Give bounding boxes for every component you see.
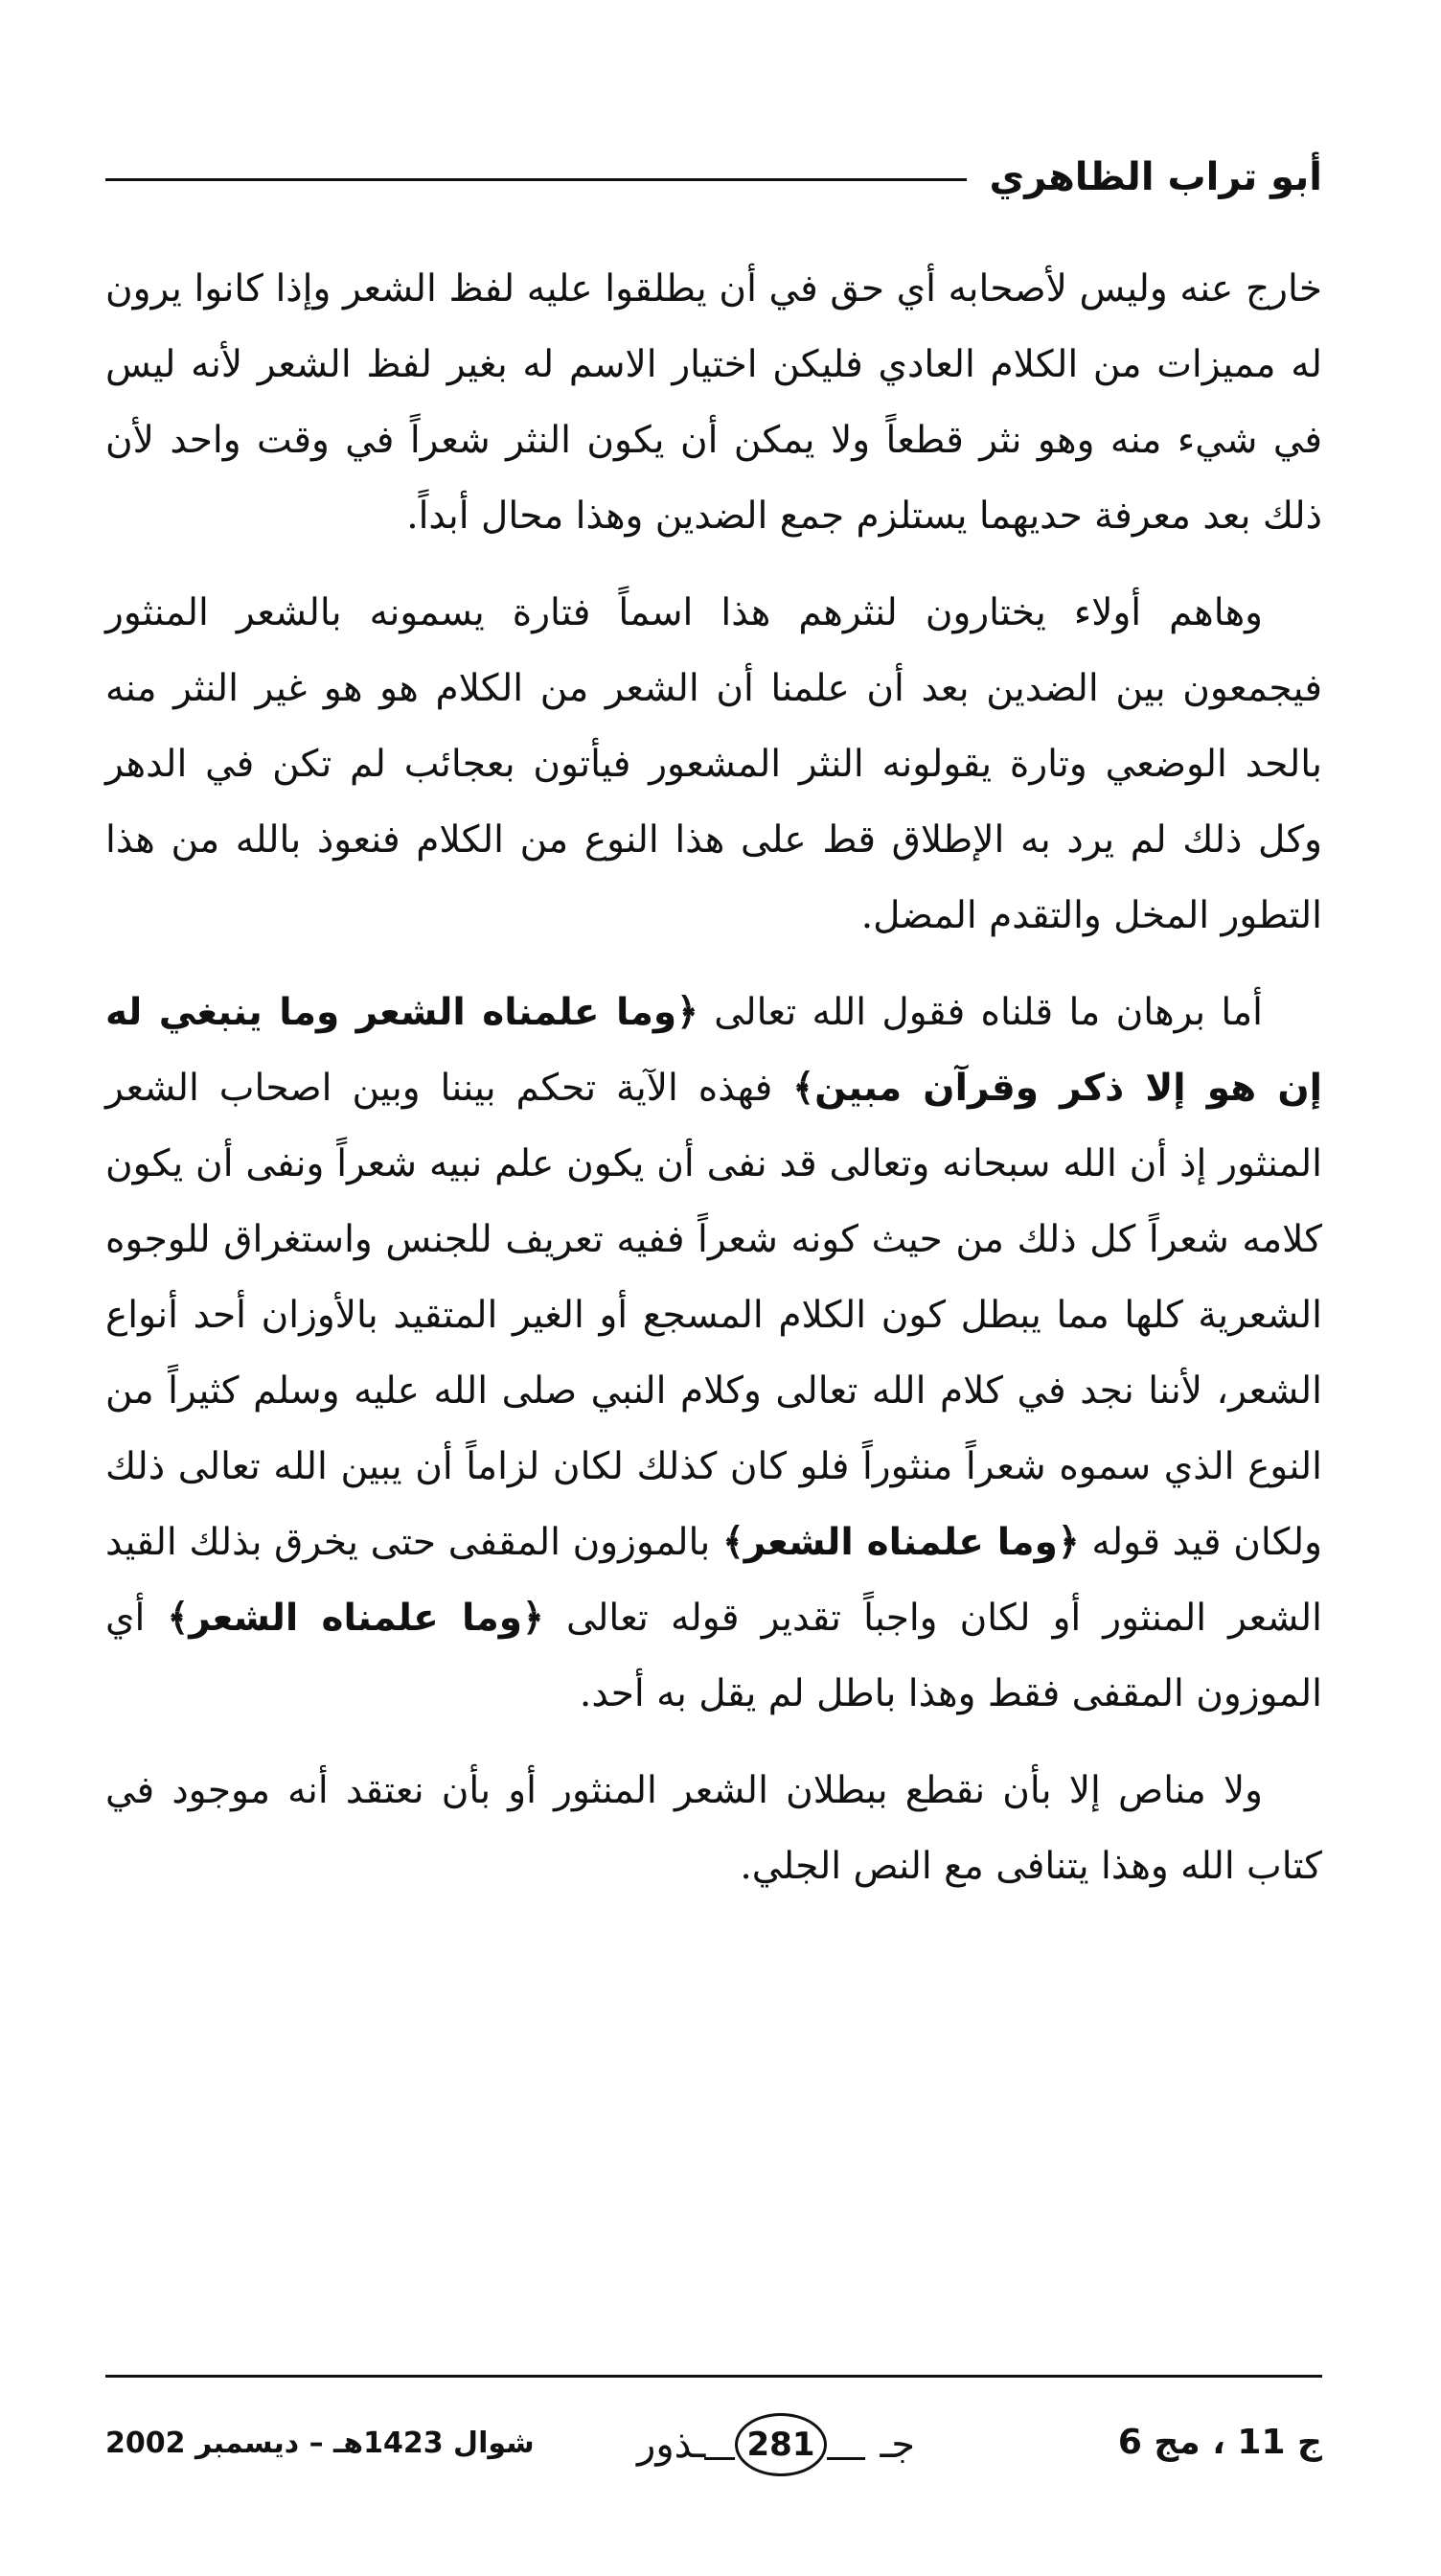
- article-body: [105, 251, 1322, 1925]
- paragraph-3-text-3: بالموزون المقفى حتى يخرق بذلك القيد الشعر المنثور أو لكان واجباً تقدير قوله تعالى: [105, 1521, 1322, 1640]
- header-rule: [105, 178, 967, 181]
- page-number: 281: [735, 2413, 827, 2476]
- paragraph-2: وهاهم أولاء يختارون لنثرهم هذا اسماً فتارة يسمونه بالشعر المنثور فيجمعون بين الضدين بعد أن علمنا أن الشعر من الكلام هو هو غير النثر منه بالحد الوضعي وتارة يقولونه النثر المشعور فيأتون بعجائب لم تكن في الدهر وكل ذلك لم يرد به الإطلاق قط على هذا النوع من الكلام فنعوذ بالله من هذا التطور المخل والتقدم المضل.: [105, 591, 1322, 937]
- paragraph-3: [105, 975, 1322, 1732]
- journal-name-start: جـ: [880, 2423, 915, 2467]
- running-header: [105, 144, 1322, 211]
- running-footer: [105, 2388, 1322, 2494]
- quran-quote-3: ﴿وما علمناه الشعر﴾: [167, 1597, 544, 1640]
- journal-logo: [637, 2402, 915, 2488]
- issue-date: شوال 1423هـ – ديسمبر 2002: [105, 2426, 535, 2460]
- issue-info: ج 11 ، مج 6: [1117, 2423, 1322, 2462]
- paragraph-1: خارج عنه وليس لأصحابه أي حق في أن يطلقوا عليه لفظ الشعر وإذا كانوا يرون له مميزات من الكلام العادي فليكن اختيار الاسم له بغير لفظ الشعر لأنه ليس في شيء منه وهو نثر قطعاً ولا يمكن أن يكون النثر شعراً في وقت واحد لأن ذلك بعد معرفة حديهما يستلزم جمع الضدين وهذا محال أبداً.: [105, 267, 1322, 538]
- paragraph-3-text-2: فهذه الآية تحكم بيننا وبين اصحاب الشعر المنثور إذ أن الله سبحانه وتعالى قد نفى أن يكون علم نبيه شعراً ونفى أن يكون كلامه شعراً كل ذلك من حيث كونه شعراً ففيه تعريف للجنس واستغراق للوجوه الشعرية كلها مما يبطل كون الكلام المسجع أو الغير المتقيد بالأوزان أحد أنواع الشعر، لأننا نجد في كلام الله تعالى وكلام النبي صلى الله عليه وسلم كثيراً من النوع الذي سموه شعراً منثوراً فلو كان كذلك لكان لزاماً أن يبين الله تعالى ذلك ولكان قيد قوله: [105, 1067, 1322, 1564]
- quran-quote-2: ﴿وما علمناه الشعر﴾: [721, 1521, 1080, 1564]
- paragraph-3-text-1: أما برهان ما قلناه فقول الله تعالى: [698, 991, 1263, 1034]
- journal-connector-left: [704, 2457, 735, 2460]
- footer-rule: [105, 2375, 1322, 2378]
- quran-quote-1: ﴿وما علمناه الشعر وما ينبغي له إن هو إلا ذكر وقرآن مبين﴾: [105, 991, 1323, 1110]
- author-name: أبو تراب الظاهري: [989, 155, 1322, 199]
- journal-name-end: ـذور: [637, 2423, 706, 2467]
- paragraph-3-text-4: أي الموزون المقفى فقط وهذا باطل لم يقل به أحد.: [105, 1597, 1322, 1715]
- journal-connector-right: [827, 2457, 865, 2460]
- paragraph-4: ولا مناص إلا بأن نقطع ببطلان الشعر المنثور أو بأن نعتقد أنه موجود في كتاب الله وهذا يتنافى مع النص الجلي.: [105, 1769, 1322, 1888]
